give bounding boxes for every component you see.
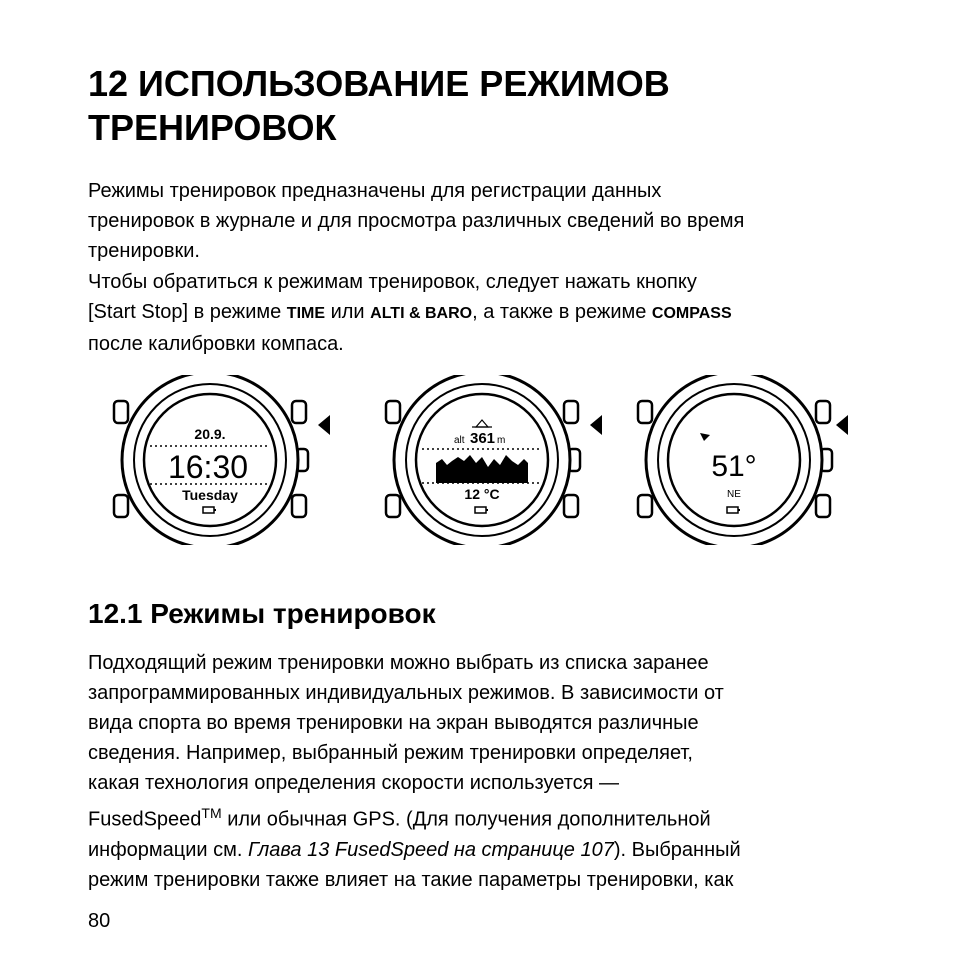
watch-alt-value: 361 (470, 430, 496, 447)
watch-direction: NE (727, 489, 741, 500)
mode-name-time: TIME (286, 305, 326, 322)
text-line (88, 835, 888, 865)
text-line (88, 297, 888, 329)
watch-temperature: 12 °C (464, 486, 500, 502)
arrow-left-icon (590, 415, 602, 435)
text-line: Подходящий режим тренировки можно выбрать из списка заранее (88, 652, 709, 674)
text-segment: FusedSpeed (88, 808, 202, 831)
text-line: тренировок в журнале и для просмотра различных сведений во время (88, 210, 745, 232)
page-number: 80 (88, 910, 111, 932)
intro-paragraph-2 (88, 267, 888, 359)
chapter-heading-line-2: ТРЕНИРОВОК (88, 107, 337, 148)
text-line: тренировки. (88, 240, 200, 262)
text-segment: ). Выбранный (613, 838, 741, 861)
watch-date: 20.9. (194, 426, 226, 442)
text-line: запрограммированных индивидуальных режимов. В зависимости от (88, 682, 724, 704)
text-segment: [Start Stop] в режиме (88, 301, 287, 323)
mode-name-alti-baro: ALTI & BARO (370, 305, 473, 322)
text-segment: информации см. (88, 838, 249, 861)
body-paragraph (88, 648, 888, 895)
text-line (88, 798, 888, 835)
text-line: вида спорта во время тренировки на экран выводятся различные (88, 712, 699, 734)
watch-time: 16:30 (167, 449, 249, 485)
text-line: какая технология определения скорости используется — (88, 772, 620, 794)
intro-paragraph-1 (88, 176, 888, 266)
chapter-heading-line-1: 12 ИСПОЛЬЗОВАНИЕ РЕЖИМОВ (88, 63, 670, 104)
section-title: 12.1 Режимы тренировок (88, 598, 436, 629)
text-line: Режимы тренировок предназначены для регистрации данных (88, 180, 662, 202)
watch-day: Tuesday (182, 487, 238, 503)
mode-name-compass: COMPASS (651, 305, 732, 322)
watch-compass-mode (638, 375, 848, 545)
text-line: после калибровки компаса. (88, 333, 344, 355)
watch-heading: 51° (711, 450, 757, 483)
watch-alt-unit: m (497, 435, 506, 446)
watch-alt-prefix: alt (454, 435, 465, 446)
trademark-sup: TM (201, 805, 222, 821)
watch-illustrations (100, 375, 860, 545)
text-line: режим тренировки также влияет на такие параметры тренировки, как (88, 868, 734, 891)
watch-time-mode (114, 375, 330, 545)
text-segment: , а также в режиме (472, 301, 652, 323)
arrow-left-icon (836, 415, 848, 435)
text-line: Чтобы обратиться к режимам тренировок, следует нажать кнопку (88, 271, 697, 293)
cross-reference-link[interactable]: Глава 13 FusedSpeed на странице 107 (248, 838, 614, 861)
watch-alti-baro-mode (386, 375, 602, 545)
arrow-left-icon (318, 415, 330, 435)
chapter-heading (88, 62, 888, 150)
text-segment: или обычная GPS. (Для получения дополнительной (221, 808, 711, 831)
text-segment: или (325, 301, 371, 323)
text-line: сведения. Например, выбранный режим тренировки определяет, (88, 742, 693, 764)
